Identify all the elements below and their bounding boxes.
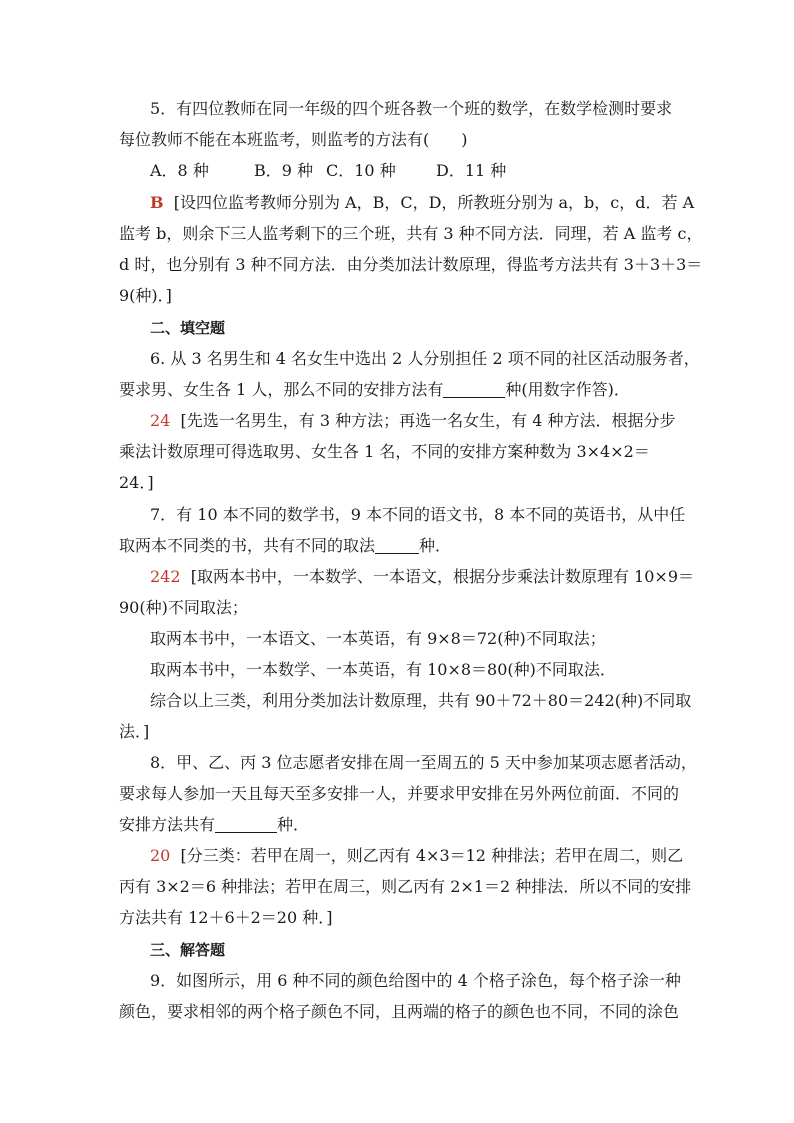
q7-stem-line2 [119, 535, 451, 557]
q6-stem-line1: 6. 从 3 名男生和 4 名女生中选出 2 人分别担任 2 项不同的社区活动服务者， [150, 349, 700, 368]
q6-solution-line1 [150, 410, 675, 432]
q8-answer-blank [215, 816, 277, 833]
q6-stem-text: 要求男、女生各 1 人，那么不同的安排方法有 [119, 380, 444, 399]
q7-solution-line3: 取两本书中，一本语文、一本英语，有 9×8＝72(种)不同取法； [150, 629, 606, 648]
q6-solution-line2: 乘法计数原理可得选取男、女生各 1 名，不同的安排方案种数为 3×4×2＝ [119, 442, 650, 461]
q8-stem-text: 安排方法共有 [119, 815, 216, 834]
q8-stem-line1: 8．甲、乙、丙 3 位志愿者安排在周一至周五的 5 天中参加某项志愿者活动， [150, 753, 697, 772]
q8-stem-line2: 要求每人参加一天且每天至多安排一人，并要求甲安排在另外两位前面．不同的 [119, 784, 680, 803]
q5-options [150, 160, 506, 182]
q6-solution-line3: 24．] [119, 473, 154, 492]
q7-solution-line5: 综合以上三类，利用分类加法计数原理，共有 90＋72＋80＝242(种)不同取 [150, 691, 692, 710]
q5-option-d: D．11 种 [436, 161, 507, 180]
q7-solution-line6: 法．] [119, 722, 150, 741]
q8-solution-line1 [150, 845, 683, 867]
q7-solution-line4: 取两本书中，一本数学、一本英语，有 10×8＝80(种)不同取法． [150, 660, 616, 679]
section-heading-fill-in: 二、填空题 [150, 319, 226, 337]
q8-answer: 20 [150, 846, 171, 865]
q7-solution-line1 [150, 566, 694, 588]
q7-stem-text: 取两本不同类的书，共有不同的取法 [119, 536, 376, 555]
q7-answer: 242 [150, 567, 181, 586]
q5-stem-line2: 每位教师不能在本班监考，则监考的方法有( ) [119, 130, 468, 149]
q6-stem-line2 [119, 379, 630, 401]
q5-solution-line1 [150, 192, 694, 214]
q8-stem-line3 [119, 814, 309, 836]
q7-solution-line2: 90(种)不同取法； [119, 598, 248, 617]
q6-answer: 24 [150, 411, 171, 430]
q8-solution-text1: [分三类：若甲在周一，则乙丙有 4×3＝12 种排法；若甲在周二，则乙 [180, 846, 684, 865]
q9-stem-line1: 9．如图所示，用 6 种不同的颜色给图中的 4 个格子涂色，每个格子涂一种 [150, 971, 681, 990]
q5-solution-line4: 9(种)．] [119, 286, 172, 305]
q8-solution-line3: 方法共有 12＋6＋2＝20 种．] [119, 908, 333, 927]
q5-solution-text1: [设四位监考教师分别为 A，B，C，D，所教班分别为 a，b，c，d．若 A [173, 193, 695, 212]
q5-option-b: B．9 种 [254, 161, 314, 180]
q6-stem-text-end: 种(用数字作答)． [505, 380, 630, 399]
q5-solution-line3: d 时，也分别有 3 种不同方法．由分类加法计数原理，得监考方法共有 3＋3＋3＝ [119, 255, 703, 274]
q5-answer: B [150, 193, 164, 212]
q8-solution-line2: 丙有 3×2＝6 种排法；若甲在周三，则乙丙有 2×1＝2 种排法．所以不同的安排 [119, 877, 692, 896]
q9-stem-line2: 颜色，要求相邻的两个格子颜色不同，且两端的格子的颜色也不同，不同的涂色 [119, 1002, 680, 1021]
q7-answer-blank [375, 537, 419, 554]
q5-option-a: A．8 种 [150, 161, 209, 180]
q8-stem-text-end: 种． [277, 815, 310, 834]
q7-stem-line1: 7．有 10 本不同的数学书，9 本不同的语文书，8 本不同的英语书，从中任 [150, 505, 686, 524]
section-heading-solve: 三、解答题 [150, 941, 226, 959]
q5-solution-line2: 监考 b，则余下三人监考剩下的三个班，共有 3 种不同方法．同理，若 A 监考 c， [119, 224, 703, 243]
q7-stem-text-end: 种． [419, 536, 452, 555]
q7-solution-text1: [取两本书中，一本数学、一本语文，根据分步乘法计数原理有 10×9＝ [190, 567, 694, 586]
q6-answer-blank [443, 381, 505, 398]
q5-stem-line1: 5．有四位教师在同一年级的四个班各教一个班的数学，在数学检测时要求 [150, 99, 673, 118]
q5-option-c: C．10 种 [326, 161, 396, 180]
q6-solution-text1: [先选一名男生，有 3 种方法；再选一名女生，有 4 种方法．根据分步 [180, 411, 676, 430]
